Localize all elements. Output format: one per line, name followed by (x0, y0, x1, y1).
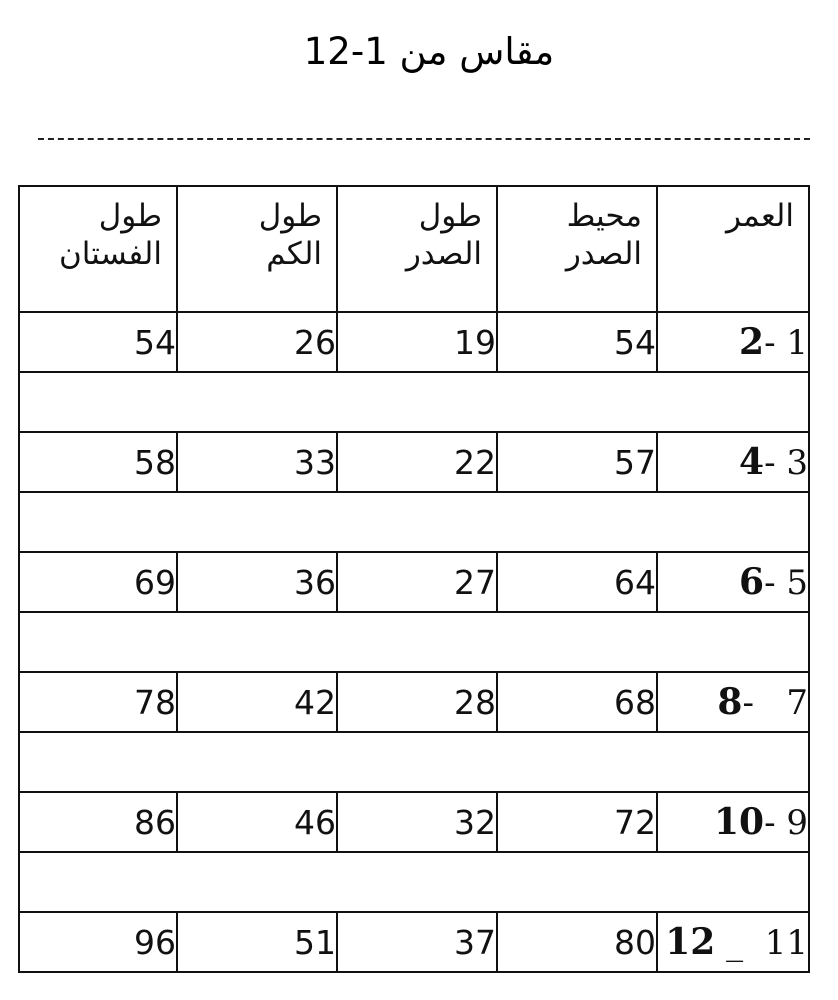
dress-length-cell: 96 (19, 912, 177, 972)
chest-circumference-cell: 54 (497, 312, 657, 372)
header-dress-length-cell (19, 186, 177, 312)
spacer-row (19, 852, 809, 912)
age-cell (657, 312, 809, 372)
age-to: 2 (739, 321, 765, 363)
spacer-row (19, 492, 809, 552)
chest-length-cell: 22 (337, 432, 497, 492)
header-chest-length: طول الصدر (405, 198, 482, 272)
age-separator: - (764, 443, 787, 483)
age-to: 8 (717, 681, 743, 723)
age-separator: _ (715, 923, 765, 963)
size-chart-table (18, 185, 810, 973)
spacer-row (19, 612, 809, 672)
page-title: مقاس من 1-12 (303, 30, 555, 73)
dress-length-cell: 86 (19, 792, 177, 852)
table-row (19, 912, 809, 972)
dashed-divider (38, 138, 810, 140)
header-age-cell (657, 186, 809, 312)
sleeve-length-cell: 26 (177, 312, 337, 372)
chest-length-cell: 27 (337, 552, 497, 612)
age-cell (657, 432, 809, 492)
age-cell (657, 912, 809, 972)
age-separator: - (764, 803, 787, 843)
header-row (19, 186, 809, 312)
dress-length-cell: 54 (19, 312, 177, 372)
sleeve-length-cell: 42 (177, 672, 337, 732)
spacer-row (19, 732, 809, 792)
age-from: 1 (786, 323, 808, 363)
header-chest-length-cell (337, 186, 497, 312)
age-from: 11 (764, 923, 808, 963)
age-to: 4 (739, 441, 765, 483)
table-row (19, 672, 809, 732)
age-from: 3 (786, 443, 808, 483)
header-chest-circumference-cell (497, 186, 657, 312)
spacer-row (19, 372, 809, 432)
chest-circumference-cell: 64 (497, 552, 657, 612)
chest-circumference-cell: 68 (497, 672, 657, 732)
table-row (19, 552, 809, 612)
age-from: 9 (786, 803, 808, 843)
chest-circumference-cell: 80 (497, 912, 657, 972)
spacer-cell (19, 852, 809, 912)
dress-length-cell: 58 (19, 432, 177, 492)
table-row (19, 432, 809, 492)
header-chest-circumference: محيط الصدر (565, 198, 642, 272)
age-to: 12 (665, 921, 716, 963)
spacer-cell (19, 372, 809, 432)
age-from: 7 (786, 683, 808, 723)
chest-length-cell: 32 (337, 792, 497, 852)
age-cell (657, 792, 809, 852)
table-row (19, 792, 809, 852)
spacer-cell (19, 492, 809, 552)
table-row (19, 312, 809, 372)
age-to: 10 (713, 801, 765, 843)
header-sleeve-length: طول الكم (258, 198, 322, 272)
chest-length-cell: 28 (337, 672, 497, 732)
age-cell (657, 672, 809, 732)
chest-length-cell: 37 (337, 912, 497, 972)
sleeve-length-cell: 51 (177, 912, 337, 972)
age-from: 5 (786, 563, 808, 603)
spacer-cell (19, 612, 809, 672)
age-cell (657, 552, 809, 612)
sleeve-length-cell: 33 (177, 432, 337, 492)
sleeve-length-cell: 46 (177, 792, 337, 852)
age-to: 6 (739, 561, 765, 603)
dress-length-cell: 78 (19, 672, 177, 732)
sleeve-length-cell: 36 (177, 552, 337, 612)
age-separator: - (764, 563, 787, 603)
chest-circumference-cell: 72 (497, 792, 657, 852)
header-sleeve-length-cell (177, 186, 337, 312)
dress-length-cell: 69 (19, 552, 177, 612)
chest-length-cell: 19 (337, 312, 497, 372)
header-age: العمر (725, 198, 794, 234)
age-separator: - (742, 683, 787, 723)
header-dress-length: طول الفستان (59, 198, 162, 272)
spacer-cell (19, 732, 809, 792)
chest-circumference-cell: 57 (497, 432, 657, 492)
age-separator: - (764, 323, 787, 363)
